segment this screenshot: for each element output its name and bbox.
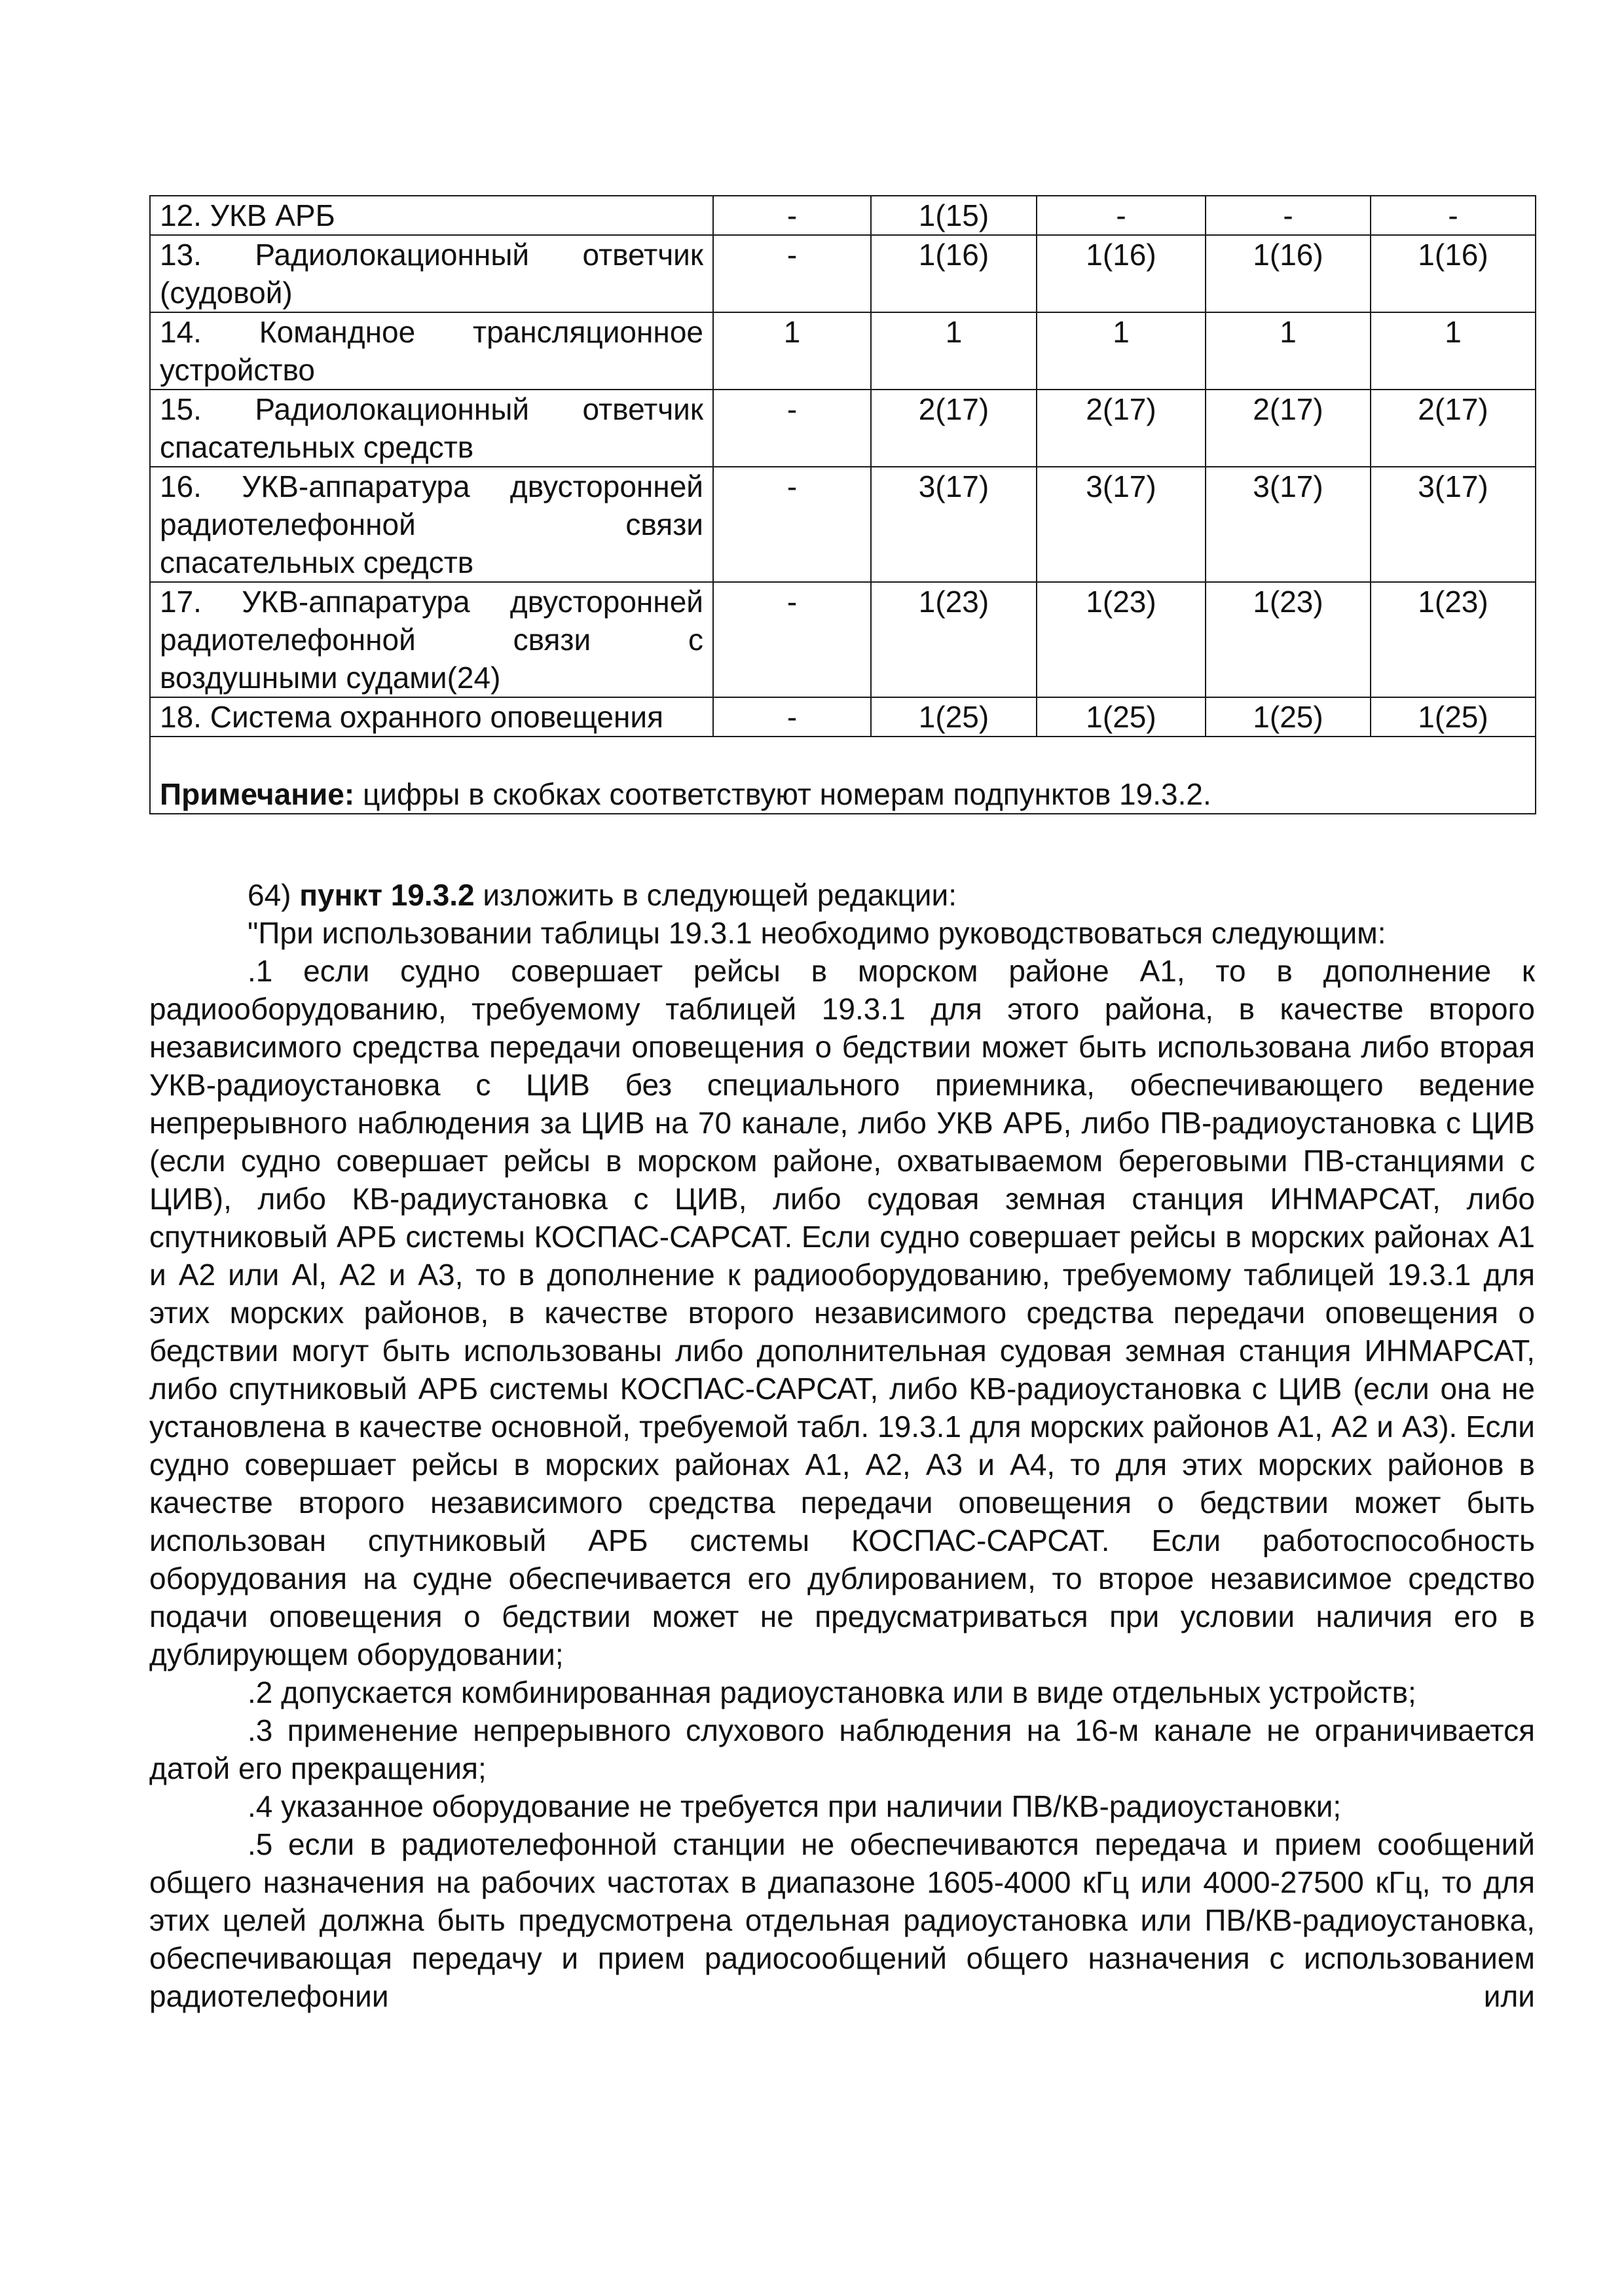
table-cell: - bbox=[713, 467, 871, 582]
equipment-name: 16. УКВ-аппаратура двусторонней радиотелефонной связи спасательных средств bbox=[150, 467, 713, 582]
table-row bbox=[150, 196, 1536, 235]
table-cell: 2(17) bbox=[1037, 390, 1206, 467]
item-clause-ref: пункт 19.3.2 bbox=[299, 878, 475, 912]
equipment-name: 12. УКВ АРБ bbox=[150, 196, 713, 235]
paragraph: .5 если в радиотелефонной станции не обеспечиваются передача и прием сообщений общего назначения на рабочих частотах в диапазоне 1605-4000 кГц или 4000-27500 кГц, то для этих целей должна быть предусмотрена отдельная радиоустановка или ПВ/КВ-радиоустановка, обеспечивающая передачу и прием радиосообщений общего назначения с использованием радиотелефонии или bbox=[149, 1827, 1535, 2013]
equipment-name: 18. Система охранного оповещения bbox=[150, 697, 713, 737]
item-number: 64) bbox=[248, 878, 300, 912]
table-cell: 1(16) bbox=[1371, 235, 1536, 312]
note-label: Примечание: bbox=[160, 777, 355, 811]
table-row bbox=[150, 467, 1536, 582]
table-cell: 2(17) bbox=[1206, 390, 1371, 467]
table-cell: 1(23) bbox=[1037, 582, 1206, 697]
table-row bbox=[150, 235, 1536, 312]
table-row bbox=[150, 697, 1536, 737]
table-cell: 3(17) bbox=[871, 467, 1037, 582]
item-heading bbox=[149, 876, 1535, 914]
equipment-table bbox=[149, 195, 1536, 814]
table-cell: - bbox=[713, 697, 871, 737]
equipment-name: 15. Радиолокационный ответчик спасательных средств bbox=[150, 390, 713, 467]
table-note-row bbox=[150, 737, 1536, 814]
table-cell: 1 bbox=[871, 312, 1037, 390]
table-cell: 3(17) bbox=[1206, 467, 1371, 582]
table-cell: 1 bbox=[1037, 312, 1206, 390]
paragraph: .3 применение непрерывного слухового наблюдения на 16-м канале не ограничивается датой его прекращения; bbox=[149, 1713, 1535, 1785]
table-cell: 1(16) bbox=[871, 235, 1037, 312]
table-cell: 1(23) bbox=[871, 582, 1037, 697]
table-cell: - bbox=[1206, 196, 1371, 235]
table-note bbox=[150, 737, 1536, 814]
table-cell: - bbox=[713, 582, 871, 697]
body-text bbox=[149, 876, 1535, 2015]
table-cell: 1(25) bbox=[1206, 697, 1371, 737]
paragraph: "При использовании таблицы 19.3.1 необходимо руководствоваться следующим: bbox=[248, 916, 1386, 950]
paragraph: .2 допускается комбинированная радиоустановка или в виде отдельных устройств; bbox=[248, 1675, 1416, 1709]
table-row bbox=[150, 312, 1536, 390]
paragraph: .1 если судно совершает рейсы в морском районе А1, то в дополнение к радиооборудованию, требуемому таблицей 19.3.1 для этого района, в качестве второго независимого средства передачи оповещения о бедствии может быть использована либо вторая УКВ-радиоустановка с ЦИВ без специального приемника, обеспечивающего ведение непрерывного наблюдения за ЦИВ на 70 канале, либо УКВ АРБ, либо ПВ-радиоустановка с ЦИВ (если судно совершает рейсы в морском районе, охватываемом береговыми ПВ-станциями с ЦИВ), либо КВ-радиустановка с ЦИВ, либо судовая земная станция ИНМАРСАТ, либо спутниковый АРБ системы КОСПАС-САРСАТ. Если судно совершает рейсы в морских районах А1 и А2 или Аl, А2 и А3, то в дополнение к радиооборудованию, требуемому таблицей 19.3.1 для этих морских районов, в качестве второго независимого средства передачи оповещения о бедствии могут быть использованы либо дополнительная судовая земная станция ИНМАРСАТ, либо спутниковый АРБ системы КОСПАС-САРСАТ, либо КВ-радиоустановка с ЦИВ (если она не установлена в качестве основной, требуемой табл. 19.3.1 для морских районов А1, А2 и А3). Если судно совершает рейсы в морских районах А1, А2, А3 и А4, то для этих морских районов в качестве второго независимого средства передачи оповещения о бедствии может быть использован спутниковый АРБ системы КОСПАС-САРСАТ. Если работоспособность оборудования на судне обеспечивается его дублированием, то второе независимое средство подачи оповещения о бедствии может не предусматриваться при условии наличия его в дублирующем оборудовании; bbox=[149, 954, 1535, 1671]
table-cell: 3(17) bbox=[1371, 467, 1536, 582]
table-cell: 1(16) bbox=[1206, 235, 1371, 312]
table-cell: 2(17) bbox=[871, 390, 1037, 467]
table-cell: 1(25) bbox=[1037, 697, 1206, 737]
table-cell: 1(25) bbox=[1371, 697, 1536, 737]
table-cell: - bbox=[713, 235, 871, 312]
equipment-name: 13. Радиолокационный ответчик (судовой) bbox=[150, 235, 713, 312]
table-cell: 1(25) bbox=[871, 697, 1037, 737]
table-row bbox=[150, 390, 1536, 467]
table-cell: 1(23) bbox=[1371, 582, 1536, 697]
table-cell: - bbox=[1371, 196, 1536, 235]
table-cell: 1(23) bbox=[1206, 582, 1371, 697]
table-cell: 2(17) bbox=[1371, 390, 1536, 467]
equipment-name: 17. УКВ-аппаратура двусторонней радиотелефонной связи с воздушными судами(24) bbox=[150, 582, 713, 697]
equipment-name: 14. Командное трансляционное устройство bbox=[150, 312, 713, 390]
table-row bbox=[150, 582, 1536, 697]
table-cell: 1 bbox=[1371, 312, 1536, 390]
table-cell: 3(17) bbox=[1037, 467, 1206, 582]
table-cell: 1(15) bbox=[871, 196, 1037, 235]
table-cell: - bbox=[713, 196, 871, 235]
paragraph: .4 указанное оборудование не требуется при наличии ПВ/КВ-радиоустановки; bbox=[248, 1789, 1342, 1823]
item-instruction: изложить в следующей редакции: bbox=[474, 878, 957, 912]
table-cell: 1 bbox=[1206, 312, 1371, 390]
note-text: цифры в скобках соответствуют номерам подпунктов 19.3.2. bbox=[354, 777, 1211, 811]
table-cell: - bbox=[1037, 196, 1206, 235]
table-cell: 1 bbox=[713, 312, 871, 390]
table-cell: - bbox=[713, 390, 871, 467]
table-cell: 1(16) bbox=[1037, 235, 1206, 312]
